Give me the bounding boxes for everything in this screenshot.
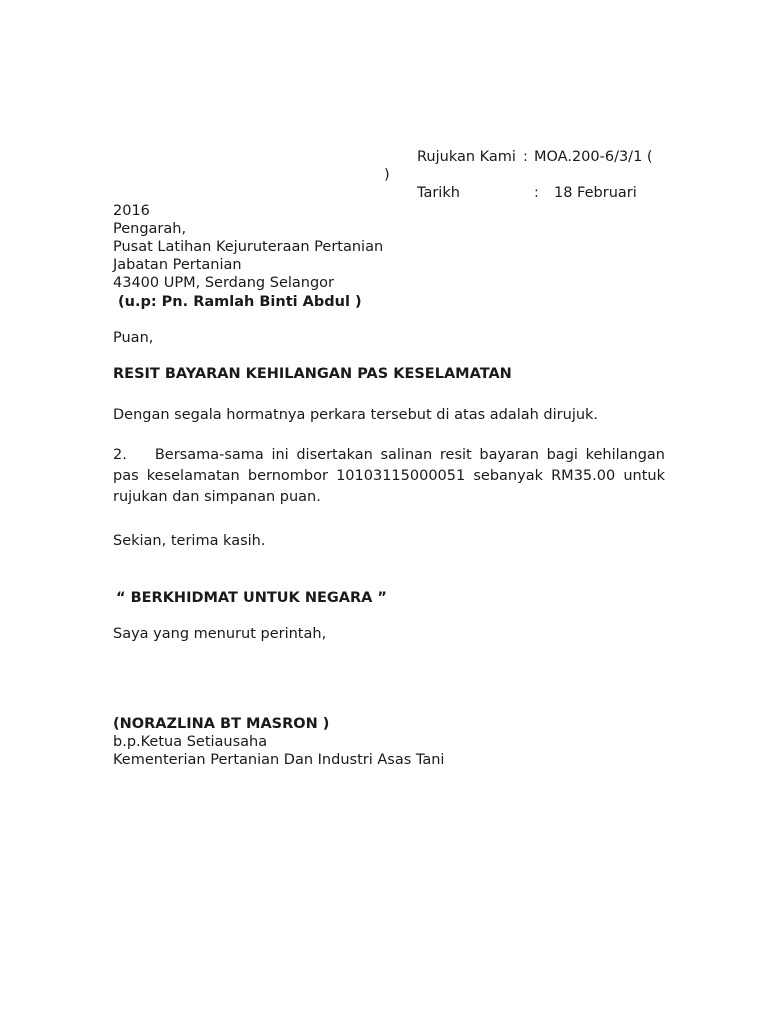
body-paragraph-2 — [113, 445, 665, 508]
salutation: Puan, — [113, 330, 154, 346]
reference-label: Rujukan Kami — [417, 149, 516, 165]
reference-number: MOA.200-6/3/1 ( — [534, 149, 653, 165]
date-year: 2016 — [113, 203, 150, 219]
recipient-address: 43400 UPM, Serdang Selangor — [113, 275, 335, 291]
body-paragraph-1: Dengan segala hormatnya perkara tersebut di atas adalah dirujuk. — [113, 407, 599, 423]
sign-off: Saya yang menurut perintah, — [113, 626, 327, 642]
recipient-organisation: Pusat Latihan Kejuruteraan Pertanian — [113, 239, 384, 255]
signatory-name: (NORAZLINA BT MASRON ) — [113, 716, 330, 732]
recipient-title: Pengarah, — [113, 221, 187, 237]
date-separator: : — [534, 185, 539, 201]
recipient-attention: (u.p: Pn. Ramlah Binti Abdul ) — [118, 294, 362, 310]
date-label: Tarikh — [417, 185, 460, 201]
closing-line: Sekian, terima kasih. — [113, 533, 266, 549]
paragraph-number: 2. — [113, 447, 127, 463]
subject-heading: RESIT BAYARAN KEHILANGAN PAS KESELAMATAN — [113, 366, 512, 382]
reference-close-paren: ) — [384, 167, 390, 183]
date-value: 18 Februari — [554, 185, 637, 201]
signatory-ministry: Kementerian Pertanian Dan Industri Asas Tani — [113, 752, 445, 768]
reference-separator: : — [523, 149, 528, 165]
paragraph-2-text: Bersama-sama ini disertakan salinan resit bayaran bagi kehilangan pas keselamatan bernombor 10103115000051 sebanyak RM35.00 untuk rujukan dan simpanan puan. — [113, 447, 665, 505]
recipient-department: Jabatan Pertanian — [113, 257, 242, 273]
signatory-title: b.p.Ketua Setiausaha — [113, 734, 268, 750]
motto: “ BERKHIDMAT UNTUK NEGARA ” — [116, 590, 387, 606]
